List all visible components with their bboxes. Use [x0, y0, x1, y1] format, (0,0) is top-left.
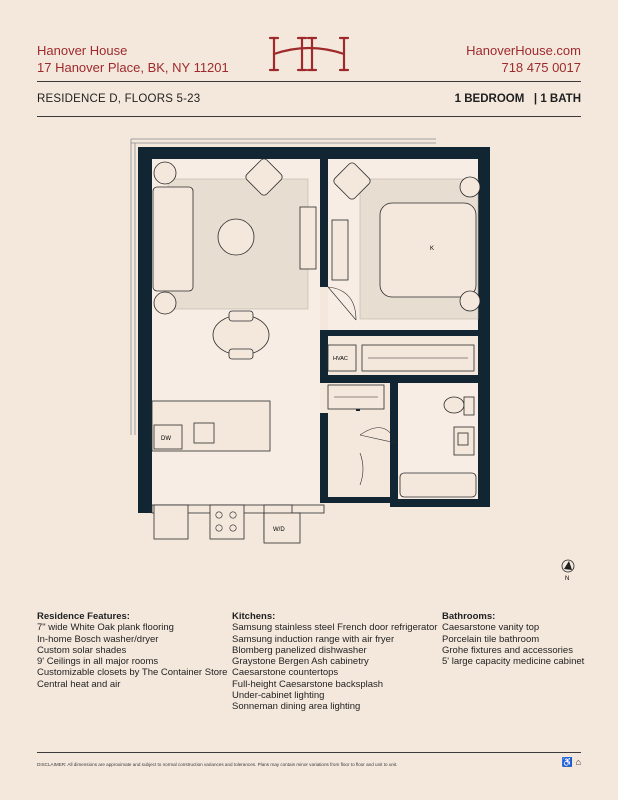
- bathroom-features: [442, 611, 584, 667]
- list-item: Caesarstone countertops: [232, 667, 339, 679]
- floor-plan: [128, 135, 494, 547]
- residence-features: [37, 611, 227, 690]
- island-sink: [194, 423, 214, 443]
- website-link[interactable]: HanoverHouse.com: [466, 43, 581, 58]
- side-table-2: [154, 292, 176, 314]
- building-address: 17 Hanover Place, BK, NY 11201: [37, 60, 229, 75]
- list-item: Graystone Bergen Ash cabinetry: [232, 656, 369, 668]
- kitchen-features-title: Kitchens:: [232, 611, 276, 622]
- dining-chair: [229, 311, 253, 321]
- toilet: [444, 397, 464, 413]
- bed-bath-summary: [455, 93, 581, 105]
- king-bed: [380, 203, 476, 297]
- disclaimer: DISCLAIMER: All dimensions are approximate and subject to normal construction variances and tolerances. Plans may contain minor variations from floor to floor and unit to unit.: [37, 762, 398, 767]
- north-label: N: [565, 576, 570, 582]
- equal-housing-icon: ⌂: [575, 757, 581, 767]
- list-item: Under-cabinet lighting: [232, 690, 325, 702]
- bath-count: | 1 BATH: [533, 93, 581, 105]
- dining-chair-2: [229, 349, 253, 359]
- toilet-tank: [464, 397, 474, 415]
- list-item: Full-height Caesarstone backsplash: [232, 678, 384, 690]
- list-item: Custom solar shades: [37, 644, 127, 656]
- footer-divider: [37, 752, 581, 753]
- residence-features-title: Residence Features:: [37, 611, 130, 622]
- phone-number: 718 475 0017: [501, 60, 581, 75]
- header-divider: [37, 81, 581, 82]
- list-item: Samsung induction range with air fryer: [232, 633, 395, 645]
- list-item: Porcelain tile bathroom: [442, 633, 540, 645]
- list-item: Customizable closets by The Container Store: [37, 667, 228, 679]
- list-item: In-home Bosch washer/dryer: [37, 633, 159, 645]
- refrigerator: [154, 505, 188, 539]
- list-item: Samsung stainless steel French door refrigerator: [232, 622, 438, 634]
- list-item: 5' large capacity medicine cabinet: [442, 656, 585, 668]
- list-item: Caesarstone vanity top: [442, 622, 540, 634]
- sofa: [153, 187, 193, 291]
- residence-title: RESIDENCE D, FLOORS 5-23: [37, 93, 201, 105]
- contact-info: [466, 42, 581, 76]
- entry-door: [360, 453, 363, 485]
- side-table: [154, 162, 176, 184]
- list-item: Blomberg panelized dishwasher: [232, 644, 367, 656]
- list-item: Central heat and air: [37, 678, 121, 690]
- list-item: Sonneman dining area lighting: [232, 701, 361, 713]
- list-item: Grohe fixtures and accessories: [442, 644, 573, 656]
- nightstand: [460, 177, 480, 197]
- building-info: [37, 42, 229, 76]
- bathtub: [400, 473, 476, 497]
- nightstand-2: [460, 291, 480, 311]
- wheelchair-icon: ♿: [561, 757, 574, 767]
- dresser: [332, 220, 348, 280]
- list-item: 9' Ceilings in all major rooms: [37, 656, 159, 668]
- bedroom-count: 1 BEDROOM: [454, 93, 525, 105]
- media-console: [300, 207, 316, 269]
- wd-label: W/D: [273, 527, 285, 533]
- title-divider: [37, 116, 581, 117]
- hvac-label: HVAC: [333, 356, 348, 362]
- bathroom-features-title: Bathrooms:: [442, 611, 496, 622]
- bed-label: K: [430, 246, 435, 252]
- dw-label: DW: [161, 436, 171, 442]
- coffee-table: [218, 219, 254, 255]
- kitchen-features: [232, 611, 437, 713]
- hh-monogram-logo: [268, 34, 350, 74]
- north-arrow-icon: [558, 556, 578, 582]
- sink: [458, 433, 468, 445]
- induction-range: [210, 505, 244, 539]
- list-item: 7" wide White Oak plank flooring: [37, 622, 174, 634]
- building-name: Hanover House: [37, 43, 128, 58]
- accessibility-icons: [562, 757, 581, 768]
